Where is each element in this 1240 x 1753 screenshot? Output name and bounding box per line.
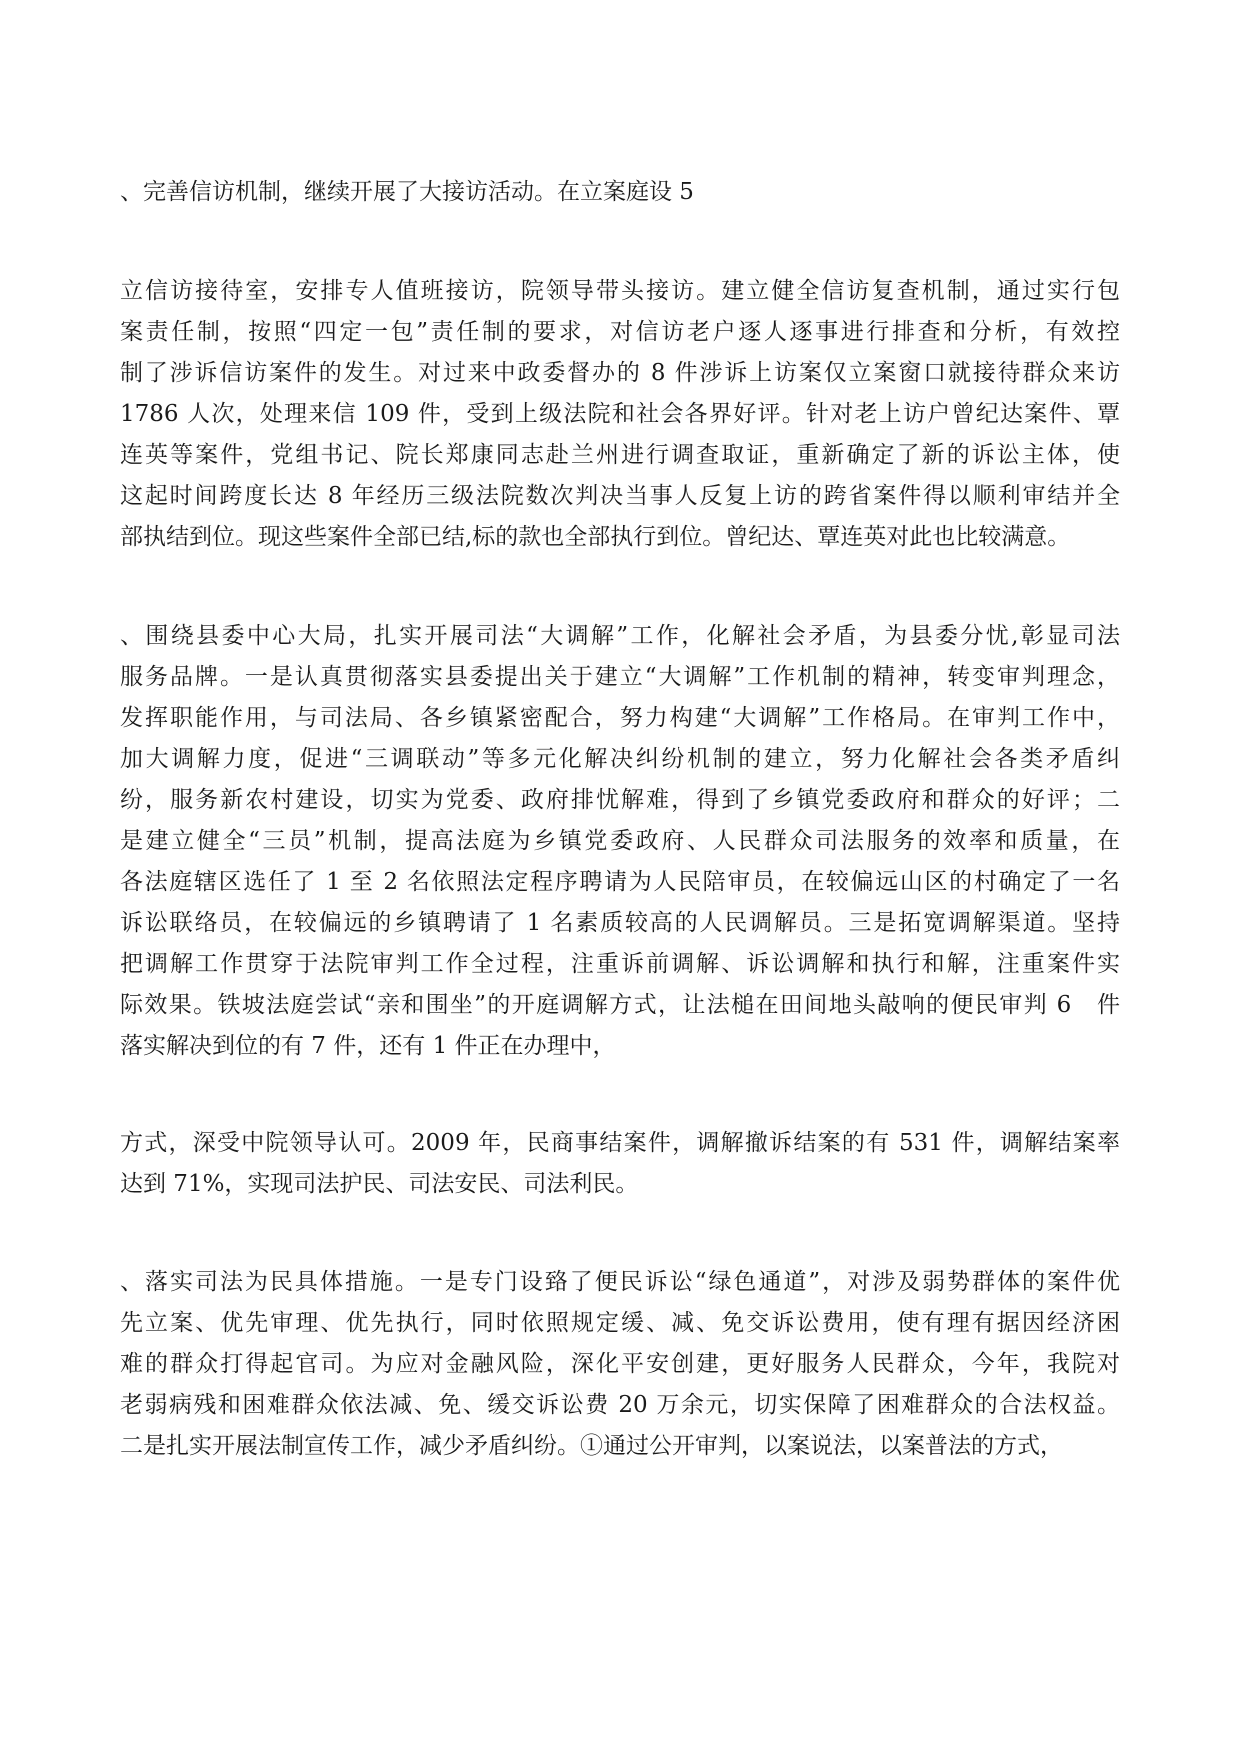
text-line: 落实解决到位的有 7 件，还有 1 件正在办理中，: [120, 1033, 616, 1059]
text-line: 服务品牌。一是认真贯彻落实县委提出关于建立“大调解”工作机制的精神，转变审判理念，: [120, 664, 1120, 690]
text-line: 1786 人次，处理来信 109 件，受到上级法院和社会各界好评。针对老上访户曾纪达案件、覃: [120, 401, 1120, 427]
text-line: 纷，服务新农村建设，切实为党委、政府排忧解难，得到了乡镇党委政府和群众的好评；二: [120, 787, 1120, 813]
text-line: 、落实司法为民具体措施。一是专门设臵了便民诉讼“绿色通道”，对涉及弱势群体的案件优: [120, 1269, 1120, 1295]
text-line: 连英等案件，党组书记、院长郑康同志赴兰州进行调查取证，重新确定了新的诉讼主体，使: [120, 442, 1120, 468]
text-line: 、围绕县委中心大局，扎实开展司法“大调解”工作，化解社会矛盾，为县委分忧,彰显司法: [120, 623, 1120, 649]
text-line: 发挥职能作用，与司法局、各乡镇紧密配合，努力构建“大调解”工作格局。在审判工作中，: [120, 705, 1120, 731]
text-line: 难的群众打得起官司。为应对金融风险，深化平安创建，更好服务人民群众，今年，我院对: [120, 1351, 1120, 1377]
text-line: 达到 71%，实现司法护民、司法安民、司法利民。: [120, 1171, 639, 1197]
text-line: 际效果。铁坡法庭尝试“亲和围坐”的开庭调解方式，让法槌在田间地头敲响的便民审判 6 件: [120, 992, 1120, 1018]
text-line: 把调解工作贯穿于法院审判工作全过程，注重诉前调解、诉讼调解和执行和解，注重案件实: [120, 951, 1120, 977]
text-line: 诉讼联络员，在较偏远的乡镇聘请了 1 名素质较高的人民调解员。三是拓宽调解渠道。坚持: [120, 910, 1120, 936]
text-line: 这起时间跨度长达 8 年经历三级法院数次判决当事人反复上访的跨省案件得以顺利审结并全: [120, 483, 1120, 509]
text-line: 各法庭辖区选任了 1 至 2 名依照法定程序聘请为人民陪审员，在较偏远山区的村确定了一名: [120, 869, 1120, 895]
text-line: 、完善信访机制，继续开展了大接访活动。在立案庭设 5: [120, 179, 694, 205]
text-line: 加大调解力度，促进“三调联动”等多元化解决纠纷机制的建立，努力化解社会各类矛盾纠: [120, 746, 1120, 772]
text-line: 制了涉诉信访案件的发生。对过来中政委督办的 8 件涉诉上访案仅立案窗口就接待群众来访: [120, 360, 1120, 386]
text-line: 立信访接待室，安排专人值班接访，院领导带头接访。建立健全信访复查机制，通过实行包: [120, 278, 1120, 304]
text-line: 案责任制，按照“四定一包”责任制的要求，对信访老户逐人逐事进行排查和分析，有效控: [120, 319, 1120, 345]
text-line: 二是扎实开展法制宣传工作，减少矛盾纠纷。①通过公开审判，以案说法，以案普法的方式，: [120, 1433, 1063, 1459]
paragraph-grand-mediation: [120, 616, 1120, 1067]
paragraph-petition-mechanism: [120, 172, 1120, 213]
text-line: 部执结到位。现这些案件全部已结,标的款也全部执行到位。曾纪达、覃连英对此也比较满意。: [120, 524, 1071, 550]
paragraph-justice-for-people: [120, 1262, 1120, 1467]
document-page: [120, 172, 1120, 1467]
text-line: 是建立健全“三员”机制，提高法庭为乡镇党委政府、人民群众司法服务的效率和质量，在: [120, 828, 1120, 854]
paragraph-petition-reception: [120, 271, 1120, 558]
paragraph-mediation-results: [120, 1123, 1120, 1205]
text-line: 先立案、优先审理、优先执行，同时依照规定缓、减、免交诉讼费用，使有理有据因经济困: [120, 1310, 1120, 1336]
text-line: 方式，深受中院领导认可。2009 年，民商事结案件，调解撤诉结案的有 531 件，调解结案率: [120, 1130, 1120, 1156]
text-line: 老弱病残和困难群众依法减、免、缓交诉讼费 20 万余元，切实保障了困难群众的合法权益。: [120, 1392, 1120, 1418]
